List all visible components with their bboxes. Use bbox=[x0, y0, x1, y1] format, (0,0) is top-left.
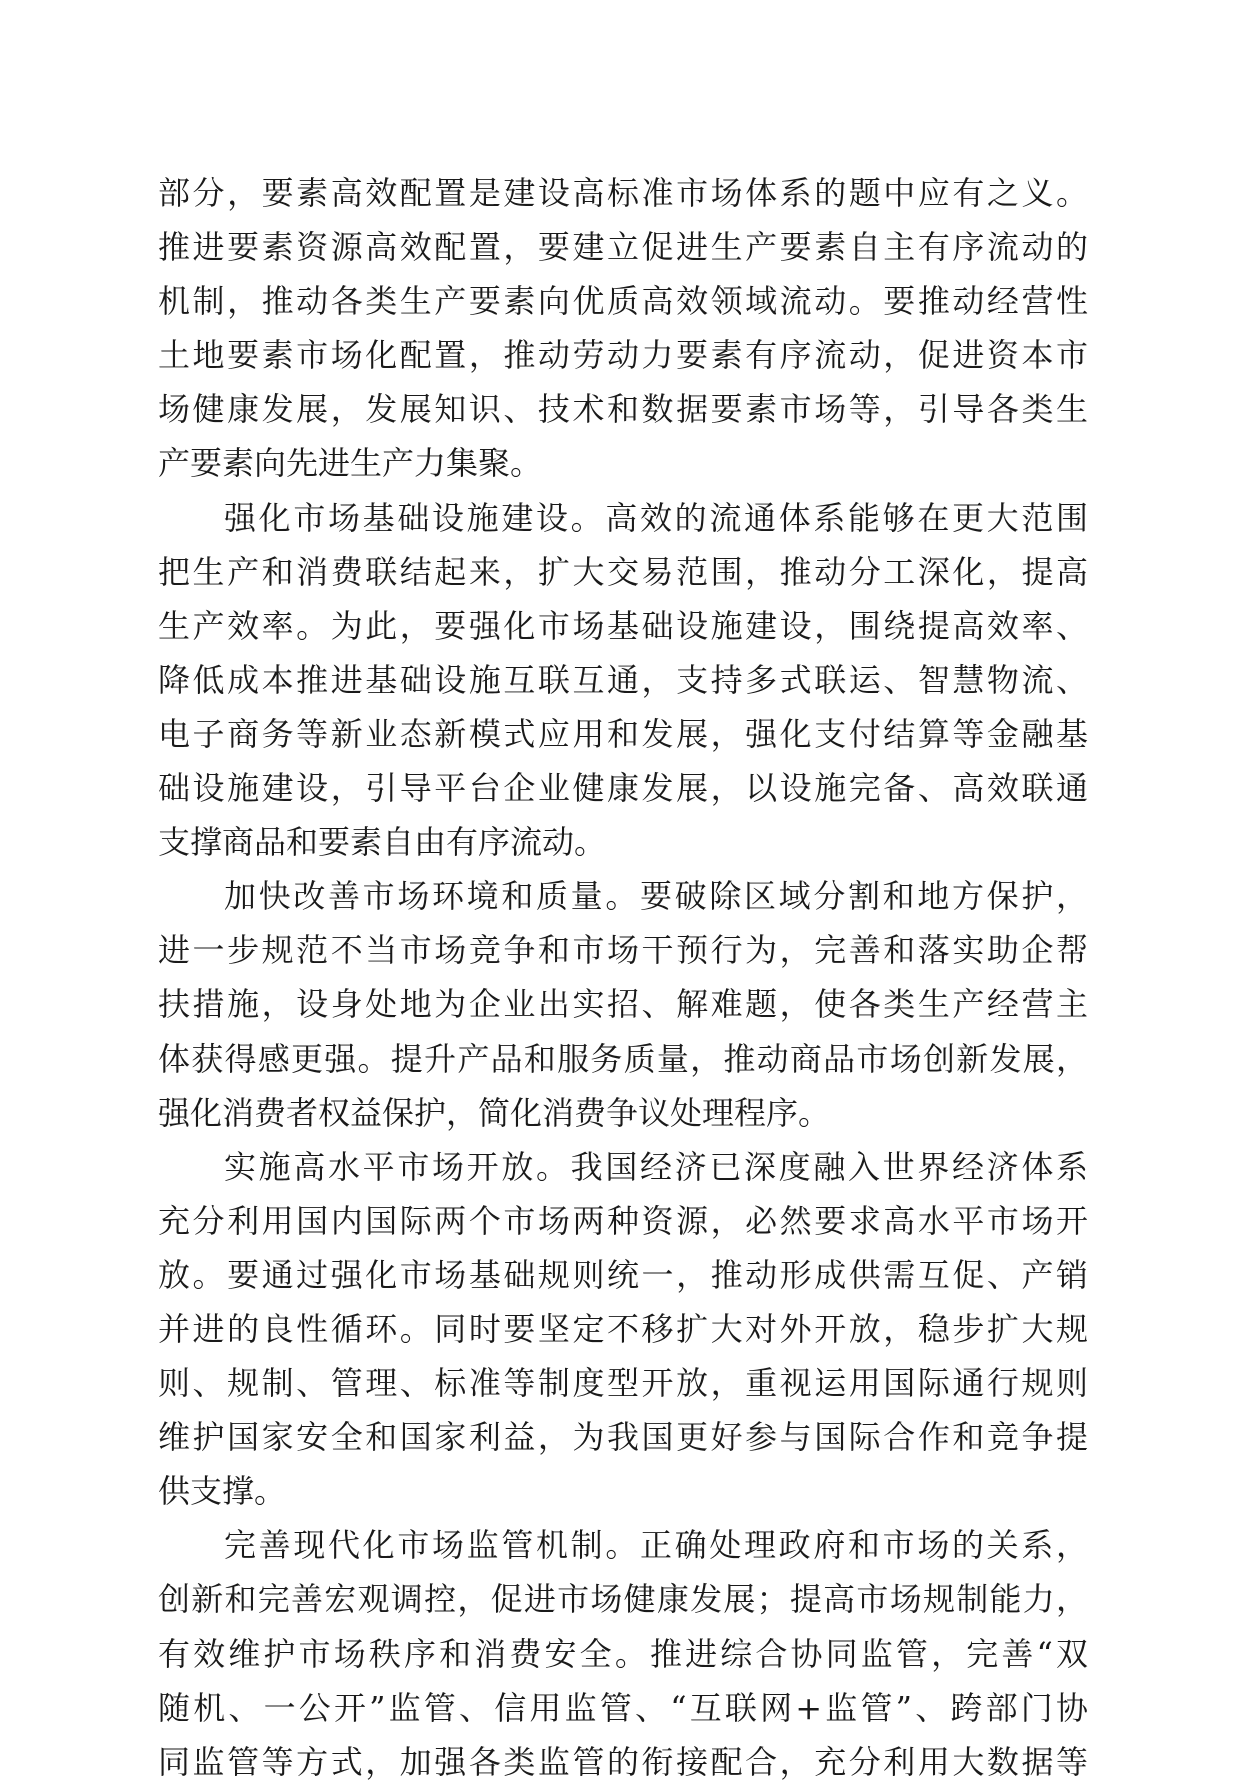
text-line: 把生产和消费联结起来，扩大交易范围，推动分工深化，提高 bbox=[158, 552, 1088, 591]
paragraph-heading-line: 完善现代化市场监管机制。正确处理政府和市场的关系， bbox=[224, 1526, 1088, 1565]
text-line: 放。要通过强化市场基础规则统一，推动形成供需互促、产销 bbox=[158, 1255, 1088, 1294]
text-line: 随机、一公开”监管、信用监管、“互联网+监管”、跨部门协 bbox=[158, 1688, 1088, 1727]
paragraph-heading-line: 加快改善市场环境和质量。要破除区域分割和地方保护， bbox=[224, 877, 1088, 916]
text-line: 础设施建设，引导平台企业健康发展，以设施完备、高效联通 bbox=[158, 769, 1088, 808]
text-line: 进一步规范不当市场竞争和市场干预行为，完善和落实助企帮 bbox=[158, 931, 1088, 970]
text-line: 产要素向先进生产力集聚。 bbox=[158, 444, 543, 483]
text-line: 创新和完善宏观调控，促进市场健康发展；提高市场规制能力， bbox=[158, 1580, 1088, 1619]
text-line: 充分利用国内国际两个市场两种资源，必然要求高水平市场开 bbox=[158, 1201, 1088, 1240]
text-line: 土地要素市场化配置，推动劳动力要素有序流动，促进资本市 bbox=[158, 336, 1088, 375]
text-line: 扶措施，设身处地为企业出实招、解难题，使各类生产经营主 bbox=[158, 985, 1088, 1024]
text-line: 同监管等方式，加强各类监管的衔接配合，充分利用大数据等 bbox=[158, 1742, 1088, 1781]
text-line: 支撑商品和要素自由有序流动。 bbox=[158, 823, 607, 862]
text-line: 电子商务等新业态新模式应用和发展，强化支付结算等金融基 bbox=[158, 714, 1088, 753]
text-line: 供支撑。 bbox=[158, 1472, 287, 1511]
text-line: 强化消费者权益保护，简化消费争议处理程序。 bbox=[158, 1093, 831, 1132]
text-line: 推进要素资源高效配置，要建立促进生产要素自主有序流动的 bbox=[158, 228, 1088, 267]
text-line: 场健康发展，发展知识、技术和数据要素市场等，引导各类生 bbox=[158, 390, 1088, 429]
text-line: 体获得感更强。提升产品和服务质量，推动商品市场创新发展， bbox=[158, 1039, 1088, 1078]
text-line: 机制，推动各类生产要素向优质高效领域流动。要推动经营性 bbox=[158, 282, 1088, 321]
text-line: 有效维护市场秩序和消费安全。推进综合协同监管，完善“双 bbox=[158, 1634, 1088, 1673]
text-line: 部分，要素高效配置是建设高标准市场体系的题中应有之义。 bbox=[158, 174, 1088, 212]
text-line: 则、规制、管理、标准等制度型开放，重视运用国际通行规则 bbox=[158, 1364, 1088, 1403]
text-line: 并进的良性循环。同时要坚定不移扩大对外开放，稳步扩大规 bbox=[158, 1309, 1088, 1348]
text-line: 降低成本推进基础设施互联互通，支持多式联运、智慧物流、 bbox=[158, 660, 1088, 699]
paragraph-heading-line: 实施高水平市场开放。我国经济已深度融入世界经济体系 bbox=[224, 1147, 1088, 1186]
text-line: 生产效率。为此，要强化市场基础设施建设，围绕提高效率、 bbox=[158, 606, 1088, 645]
text-line: 维护国家安全和国家利益，为我国更好参与国际合作和竞争提 bbox=[158, 1418, 1088, 1457]
paragraph-heading-line: 强化市场基础设施建设。高效的流通体系能够在更大范围 bbox=[224, 498, 1088, 537]
body-text bbox=[158, 166, 1088, 1789]
